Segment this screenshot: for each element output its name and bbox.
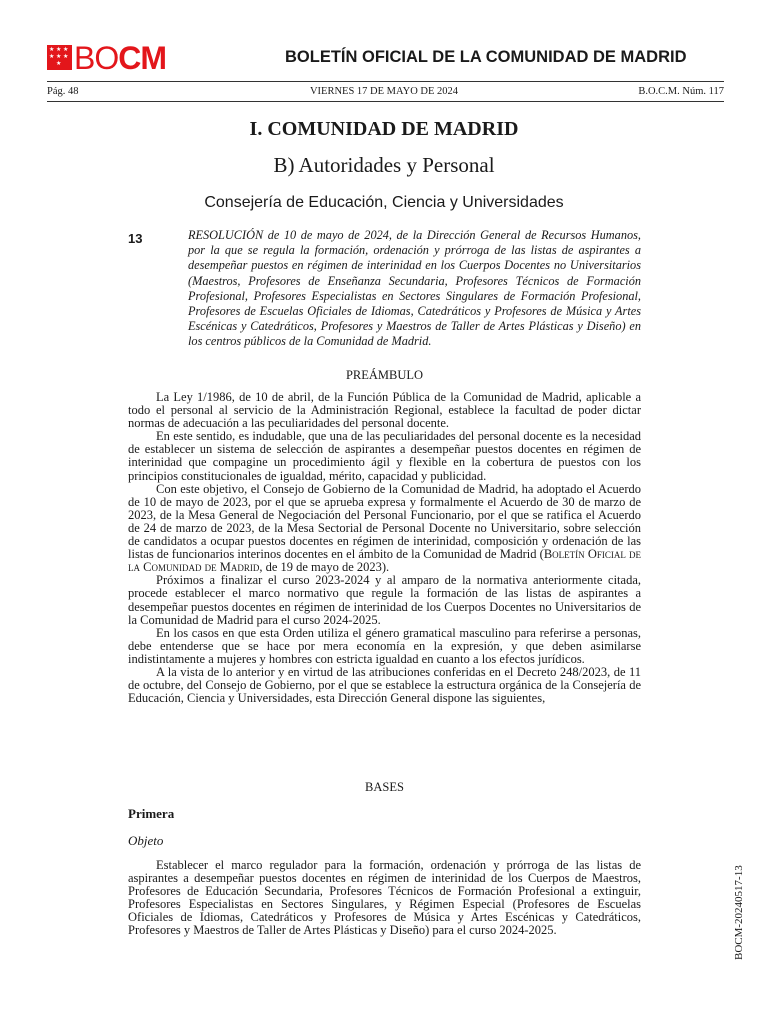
resolution-number: 13 xyxy=(128,231,143,246)
page-number: Pág. 48 xyxy=(47,86,79,97)
issue-date: VIERNES 17 DE MAYO DE 2024 xyxy=(309,86,459,97)
paragraph: Establecer el marco regulador para la formación, ordenación y prórroga de las listas de aspirantes a desempeñar puestos docentes en régimen de interinidad de los Cuerpos de Maestros, Profesores de Educación Secundaria, Profesores Técnicos de Formación Profesional a extinguir, Profesores Especialistas en Sectores Singulares, y Régimen Especial (Profesores de Escuelas Oficiales de Idiomas, Catedráticos y Profesores de Música y Artes Escénicas y Catedráticos, Profesores y Maestros de Taller de Artes Plásticas y Diseño) para el curso 2024-2025. xyxy=(128,858,641,938)
masthead-title: BOLETÍN OFICIAL DE LA COMUNIDAD DE MADRID xyxy=(285,48,687,66)
header-rule-top xyxy=(47,81,724,82)
paragraph: En este sentido, es indudable, que una de las peculiaridades del personal docente es la necesidad de establecer un sistema de selección de aspirantes a desempeñar puestos docentes en régimen de interinidad que compagine un procedimiento ágil y flexible en la cobertura de puestos con los principios constitucionales de igualdad, mérito, capacidad y publicidad. xyxy=(128,429,641,483)
section-title: I. COMUNIDAD DE MADRID xyxy=(249,118,519,140)
paragraph: Con este objetivo, el Consejo de Gobierno de la Comunidad de Madrid, ha adoptado el Acuerdo de 10 de mayo de 2023, por el que se aprueba expresa y formalmente el Acuerdo de 30 de marzo de 2023, de la Mesa General de Negociación del Personal Funcionario, por el que se ratifica el Acuerdo de 24 de marzo de 2023, de la Mesa Sectorial de Personal Docente no Universitario, sobre selección de candidatos a ocupar puestos docentes en régimen de interinidad, composición y ordenación de las listas de funcionarios interinos docentes en el ámbito de la Comunidad de Madrid (Boletín Oficial de la Comunidad de Madrid, de 19 de mayo de 2023). xyxy=(128,481,641,575)
logo-wordmark: BOCM xyxy=(74,40,166,76)
header-rule-bottom xyxy=(47,101,724,102)
bases-heading: BASES xyxy=(365,780,404,794)
paragraph: La Ley 1/1986, de 10 de abril, de la Función Pública de la Comunidad de Madrid, aplicable a todo el personal al servicio de la Administración Regional, establece la facultad de poder dictar normas de adecuación a las peculiaridades del personal docente. xyxy=(128,390,641,431)
article-title: Primera xyxy=(128,806,175,821)
madrid-stars-icon: ★ ★ ★ ★ ★ ★ ★ xyxy=(47,45,72,70)
section-subtitle: B) Autoridades y Personal xyxy=(273,153,495,177)
bocm-logo xyxy=(47,40,187,74)
gazette-name: Boletín Oficial de la Comunidad de Madrid xyxy=(128,547,641,575)
bases-body xyxy=(128,859,641,938)
document-code: BOCM-20240517-13 xyxy=(733,865,745,960)
issue-number: B.O.C.M. Núm. 117 xyxy=(638,86,724,97)
paragraph: En los casos en que esta Orden utiliza el género gramatical masculino para referirse a personas, debe entenderse que se hace por mera economía en la expresión, y que deben asimilarse indistintamente a mujeres y hombres con estricta igualdad en cuanto a los efectos jurídicos. xyxy=(128,625,641,666)
resolution-summary: RESOLUCIÓN de 10 de mayo de 2024, de la Dirección General de Recursos Humanos, por la que se regula la formación, ordenación y prórroga de las listas de aspirantes a desempeñar puestos en régimen de interinidad en los Cuerpos Docentes no Universitarios (Maestros, Profesores de Enseñanza Secundaria, Profesores Técnicos de Formación Profesional, Profesores Especialistas en Sectores Singulares de Formación Profesional, Profesores de Escuelas Oficiales de Idiomas, Catedráticos y Profesores de Música y Artes Escénicas y Catedráticos, Profesores y Maestros de Taller de Artes Plásticas y Diseño) en los centros públicos de la Comunidad de Madrid. xyxy=(188,228,641,349)
preamble-heading: PREÁMBULO xyxy=(345,368,424,382)
paragraph: Próximos a finalizar el curso 2023-2024 y al amparo de la normativa anteriormente citada, procede establecer el marco normativo que regule la formación de las listas de aspirantes a desempeñar puestos docentes en régimen de interinidad de los Cuerpos Docentes no Universitarios de la Comunidad de Madrid para el curso 2024-2025. xyxy=(128,573,641,627)
preamble-body xyxy=(128,391,641,705)
article-subtitle: Objeto xyxy=(128,833,164,848)
paragraph: A la vista de lo anterior y en virtud de las atribuciones conferidas en el Decreto 248/2023, de 11 de octubre, del Consejo de Gobierno, por el que se establece la estructura orgánica de la Consejería de Educación, Ciencia y Universidades, esta Dirección General dispone las siguientes, xyxy=(128,664,641,706)
department-name: Consejería de Educación, Ciencia y Universidades xyxy=(204,194,564,211)
